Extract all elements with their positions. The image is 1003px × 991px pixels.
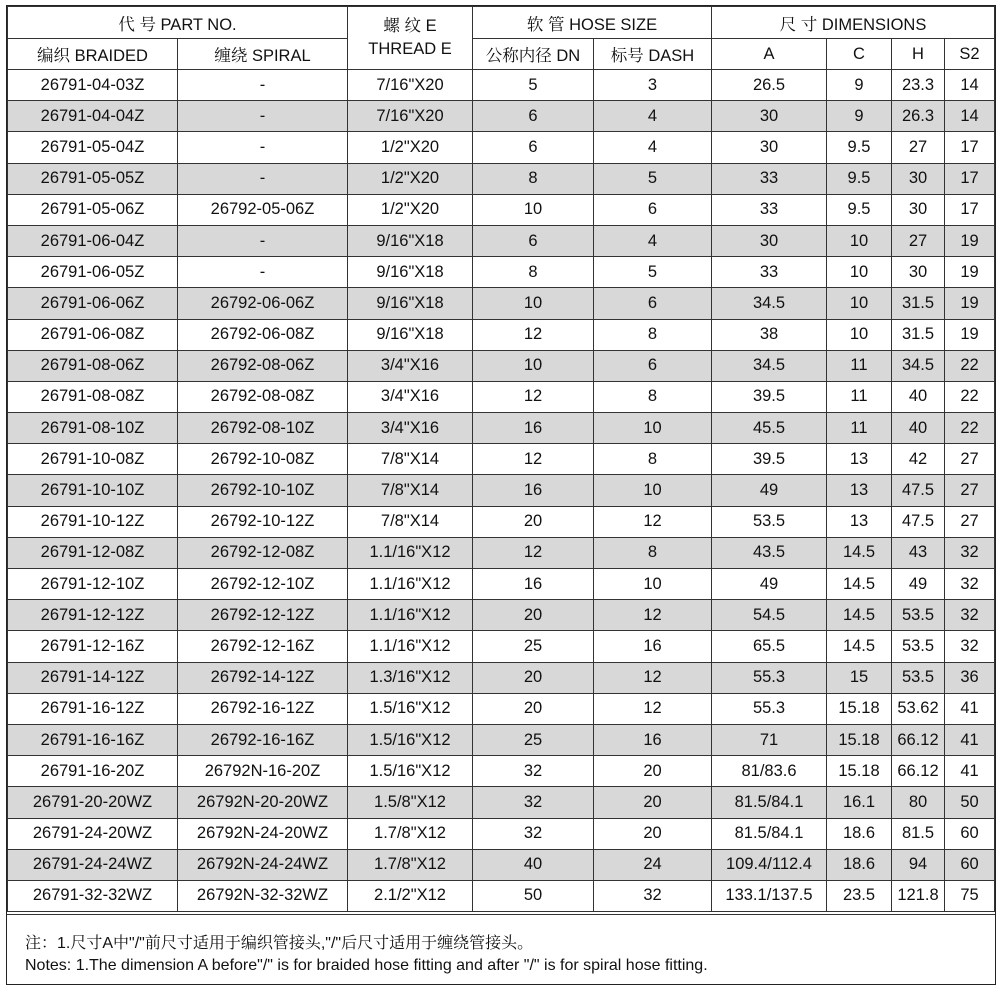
cell-braided-part-no: 26791-12-10Z bbox=[8, 569, 178, 600]
table-row bbox=[8, 225, 995, 256]
table-row bbox=[8, 787, 995, 818]
cell-spiral-part-no: 26792-16-12Z bbox=[178, 693, 348, 724]
cell-dim-c: 13 bbox=[827, 506, 892, 537]
cell-hose-dash: 4 bbox=[594, 132, 712, 163]
cell-hose-dn: 12 bbox=[473, 381, 594, 412]
cell-hose-dash: 5 bbox=[594, 257, 712, 288]
cell-dim-a: 65.5 bbox=[712, 631, 827, 662]
cell-hose-dash: 12 bbox=[594, 662, 712, 693]
table-row bbox=[8, 631, 995, 662]
cell-braided-part-no: 26791-05-06Z bbox=[8, 194, 178, 225]
cell-braided-part-no: 26791-06-08Z bbox=[8, 319, 178, 350]
cell-hose-dash: 12 bbox=[594, 600, 712, 631]
cell-dim-s2: 32 bbox=[945, 600, 995, 631]
cell-braided-part-no: 26791-16-20Z bbox=[8, 756, 178, 787]
table-row bbox=[8, 818, 995, 849]
table-row bbox=[8, 880, 995, 911]
cell-dim-c: 15.18 bbox=[827, 693, 892, 724]
cell-hose-dn: 8 bbox=[473, 257, 594, 288]
cell-spiral-part-no: 26792-12-16Z bbox=[178, 631, 348, 662]
cell-hose-dn: 6 bbox=[473, 132, 594, 163]
cell-thread: 1.3/16"X12 bbox=[348, 662, 473, 693]
cell-dim-a: 81.5/84.1 bbox=[712, 818, 827, 849]
notes bbox=[7, 914, 995, 984]
header-a: A bbox=[712, 39, 827, 70]
cell-dim-h: 30 bbox=[892, 163, 945, 194]
cell-dim-h: 49 bbox=[892, 569, 945, 600]
cell-dim-a: 53.5 bbox=[712, 506, 827, 537]
cell-braided-part-no: 26791-06-05Z bbox=[8, 257, 178, 288]
cell-spiral-part-no: 26792-08-08Z bbox=[178, 381, 348, 412]
cell-dim-h: 47.5 bbox=[892, 475, 945, 506]
cell-dim-a: 55.3 bbox=[712, 662, 827, 693]
cell-thread: 7/8"X14 bbox=[348, 475, 473, 506]
cell-dim-c: 14.5 bbox=[827, 600, 892, 631]
cell-dim-a: 81/83.6 bbox=[712, 756, 827, 787]
table-row bbox=[8, 257, 995, 288]
table-row bbox=[8, 537, 995, 568]
header-braided: 编织 BRAIDED bbox=[8, 39, 178, 70]
table-row bbox=[8, 194, 995, 225]
cell-dim-c: 11 bbox=[827, 350, 892, 381]
cell-braided-part-no: 26791-05-05Z bbox=[8, 163, 178, 194]
cell-dim-h: 121.8 bbox=[892, 880, 945, 911]
cell-hose-dn: 6 bbox=[473, 225, 594, 256]
cell-dim-s2: 14 bbox=[945, 101, 995, 132]
cell-hose-dash: 10 bbox=[594, 569, 712, 600]
table-row bbox=[8, 693, 995, 724]
cell-hose-dn: 10 bbox=[473, 194, 594, 225]
cell-dim-s2: 41 bbox=[945, 756, 995, 787]
cell-hose-dash: 4 bbox=[594, 225, 712, 256]
cell-hose-dn: 10 bbox=[473, 350, 594, 381]
cell-dim-c: 10 bbox=[827, 319, 892, 350]
table-row bbox=[8, 70, 995, 101]
cell-dim-s2: 41 bbox=[945, 724, 995, 755]
cell-dim-a: 109.4/112.4 bbox=[712, 849, 827, 880]
table-row bbox=[8, 413, 995, 444]
table-row bbox=[8, 724, 995, 755]
cell-thread: 1/2"X20 bbox=[348, 163, 473, 194]
cell-dim-h: 42 bbox=[892, 444, 945, 475]
cell-hose-dn: 20 bbox=[473, 693, 594, 724]
cell-dim-c: 10 bbox=[827, 225, 892, 256]
header-hose-size: 软 管 HOSE SIZE bbox=[473, 7, 712, 39]
cell-thread: 9/16"X18 bbox=[348, 319, 473, 350]
cell-dim-a: 39.5 bbox=[712, 444, 827, 475]
cell-braided-part-no: 26791-20-20WZ bbox=[8, 787, 178, 818]
cell-dim-s2: 14 bbox=[945, 70, 995, 101]
cell-thread: 3/4"X16 bbox=[348, 381, 473, 412]
cell-thread: 1.1/16"X12 bbox=[348, 631, 473, 662]
cell-braided-part-no: 26791-10-08Z bbox=[8, 444, 178, 475]
cell-thread: 9/16"X18 bbox=[348, 225, 473, 256]
table-row bbox=[8, 381, 995, 412]
cell-dim-a: 33 bbox=[712, 194, 827, 225]
cell-braided-part-no: 26791-12-12Z bbox=[8, 600, 178, 631]
table-row bbox=[8, 288, 995, 319]
cell-braided-part-no: 26791-04-04Z bbox=[8, 101, 178, 132]
cell-hose-dn: 16 bbox=[473, 569, 594, 600]
cell-spiral-part-no: 26792N-16-20Z bbox=[178, 756, 348, 787]
header-dimensions: 尺 寸 DIMENSIONS bbox=[712, 7, 995, 39]
cell-hose-dn: 16 bbox=[473, 413, 594, 444]
cell-spiral-part-no: 26792-12-08Z bbox=[178, 537, 348, 568]
cell-hose-dash: 16 bbox=[594, 724, 712, 755]
cell-thread: 1/2"X20 bbox=[348, 194, 473, 225]
cell-thread: 1.1/16"X12 bbox=[348, 600, 473, 631]
cell-thread: 9/16"X18 bbox=[348, 257, 473, 288]
cell-dim-s2: 19 bbox=[945, 257, 995, 288]
cell-hose-dash: 8 bbox=[594, 381, 712, 412]
cell-hose-dash: 16 bbox=[594, 631, 712, 662]
cell-dim-h: 23.3 bbox=[892, 70, 945, 101]
header-thread bbox=[348, 7, 473, 70]
cell-thread: 2.1/2"X12 bbox=[348, 880, 473, 911]
table-row bbox=[8, 600, 995, 631]
cell-hose-dn: 10 bbox=[473, 288, 594, 319]
cell-dim-s2: 32 bbox=[945, 537, 995, 568]
cell-braided-part-no: 26791-10-12Z bbox=[8, 506, 178, 537]
cell-hose-dn: 25 bbox=[473, 724, 594, 755]
cell-dim-s2: 19 bbox=[945, 288, 995, 319]
cell-braided-part-no: 26791-04-03Z bbox=[8, 70, 178, 101]
cell-dim-s2: 60 bbox=[945, 818, 995, 849]
table-row bbox=[8, 163, 995, 194]
cell-dim-a: 71 bbox=[712, 724, 827, 755]
cell-hose-dn: 20 bbox=[473, 600, 594, 631]
cell-dim-c: 14.5 bbox=[827, 537, 892, 568]
table-row bbox=[8, 319, 995, 350]
cell-dim-h: 53.5 bbox=[892, 600, 945, 631]
cell-dim-a: 54.5 bbox=[712, 600, 827, 631]
cell-thread: 7/8"X14 bbox=[348, 444, 473, 475]
cell-hose-dn: 5 bbox=[473, 70, 594, 101]
cell-dim-c: 23.5 bbox=[827, 880, 892, 911]
cell-dim-s2: 60 bbox=[945, 849, 995, 880]
cell-dim-h: 30 bbox=[892, 194, 945, 225]
cell-spiral-part-no: 26792N-24-20WZ bbox=[178, 818, 348, 849]
cell-dim-h: 47.5 bbox=[892, 506, 945, 537]
cell-dim-c: 18.6 bbox=[827, 849, 892, 880]
cell-hose-dn: 16 bbox=[473, 475, 594, 506]
header-h: H bbox=[892, 39, 945, 70]
cell-hose-dn: 32 bbox=[473, 787, 594, 818]
cell-hose-dn: 6 bbox=[473, 101, 594, 132]
cell-braided-part-no: 26791-12-08Z bbox=[8, 537, 178, 568]
cell-spiral-part-no: 26792-10-12Z bbox=[178, 506, 348, 537]
cell-braided-part-no: 26791-06-04Z bbox=[8, 225, 178, 256]
cell-dim-c: 16.1 bbox=[827, 787, 892, 818]
cell-dim-c: 15 bbox=[827, 662, 892, 693]
cell-dim-s2: 50 bbox=[945, 787, 995, 818]
header-part-no: 代 号 PART NO. bbox=[8, 7, 348, 39]
table-row bbox=[8, 569, 995, 600]
cell-dim-a: 26.5 bbox=[712, 70, 827, 101]
cell-dim-s2: 19 bbox=[945, 225, 995, 256]
cell-hose-dn: 12 bbox=[473, 537, 594, 568]
cell-dim-s2: 27 bbox=[945, 506, 995, 537]
cell-thread: 1.5/8"X12 bbox=[348, 787, 473, 818]
note-english: Notes: 1.The dimension A before"/" is for braided hose fitting and after "/" is for spiral hose fitting. bbox=[25, 957, 708, 974]
spec-sheet bbox=[6, 5, 996, 985]
cell-hose-dn: 25 bbox=[473, 631, 594, 662]
cell-spiral-part-no: 26792-12-12Z bbox=[178, 600, 348, 631]
cell-hose-dash: 5 bbox=[594, 163, 712, 194]
cell-thread: 1/2"X20 bbox=[348, 132, 473, 163]
cell-thread: 7/16"X20 bbox=[348, 70, 473, 101]
cell-hose-dash: 10 bbox=[594, 475, 712, 506]
header-thread-en: THREAD E bbox=[368, 40, 452, 58]
cell-dim-a: 34.5 bbox=[712, 350, 827, 381]
cell-dim-c: 9 bbox=[827, 101, 892, 132]
cell-dim-s2: 17 bbox=[945, 194, 995, 225]
cell-spiral-part-no: - bbox=[178, 70, 348, 101]
cell-spiral-part-no: 26792-06-08Z bbox=[178, 319, 348, 350]
cell-hose-dn: 12 bbox=[473, 319, 594, 350]
cell-dim-c: 11 bbox=[827, 413, 892, 444]
cell-spiral-part-no: - bbox=[178, 101, 348, 132]
cell-thread: 9/16"X18 bbox=[348, 288, 473, 319]
cell-dim-s2: 36 bbox=[945, 662, 995, 693]
cell-dim-h: 34.5 bbox=[892, 350, 945, 381]
cell-dim-h: 53.62 bbox=[892, 693, 945, 724]
cell-dim-a: 49 bbox=[712, 475, 827, 506]
cell-dim-s2: 32 bbox=[945, 631, 995, 662]
cell-braided-part-no: 26791-08-06Z bbox=[8, 350, 178, 381]
table-row bbox=[8, 350, 995, 381]
cell-dim-a: 39.5 bbox=[712, 381, 827, 412]
cell-dim-h: 66.12 bbox=[892, 724, 945, 755]
cell-dim-h: 81.5 bbox=[892, 818, 945, 849]
table-row bbox=[8, 662, 995, 693]
cell-spiral-part-no: 26792-08-10Z bbox=[178, 413, 348, 444]
cell-hose-dn: 40 bbox=[473, 849, 594, 880]
cell-dim-a: 30 bbox=[712, 225, 827, 256]
cell-braided-part-no: 26791-16-16Z bbox=[8, 724, 178, 755]
cell-dim-c: 9.5 bbox=[827, 194, 892, 225]
cell-dim-a: 55.3 bbox=[712, 693, 827, 724]
cell-dim-h: 27 bbox=[892, 132, 945, 163]
cell-dim-c: 14.5 bbox=[827, 631, 892, 662]
cell-braided-part-no: 26791-05-04Z bbox=[8, 132, 178, 163]
cell-spiral-part-no: 26792-06-06Z bbox=[178, 288, 348, 319]
cell-hose-dash: 6 bbox=[594, 194, 712, 225]
table-row bbox=[8, 444, 995, 475]
cell-dim-a: 133.1/137.5 bbox=[712, 880, 827, 911]
cell-dim-h: 40 bbox=[892, 381, 945, 412]
cell-thread: 3/4"X16 bbox=[348, 350, 473, 381]
cell-hose-dn: 32 bbox=[473, 818, 594, 849]
header-dash: 标号 DASH bbox=[594, 39, 712, 70]
cell-dim-a: 30 bbox=[712, 101, 827, 132]
cell-hose-dash: 24 bbox=[594, 849, 712, 880]
cell-hose-dn: 20 bbox=[473, 662, 594, 693]
cell-dim-h: 53.5 bbox=[892, 662, 945, 693]
cell-hose-dash: 8 bbox=[594, 444, 712, 475]
table-body bbox=[8, 70, 995, 912]
cell-hose-dn: 50 bbox=[473, 880, 594, 911]
cell-dim-h: 40 bbox=[892, 413, 945, 444]
cell-dim-c: 9.5 bbox=[827, 163, 892, 194]
cell-thread: 7/8"X14 bbox=[348, 506, 473, 537]
cell-hose-dash: 32 bbox=[594, 880, 712, 911]
cell-dim-h: 80 bbox=[892, 787, 945, 818]
cell-dim-s2: 27 bbox=[945, 444, 995, 475]
cell-braided-part-no: 26791-06-06Z bbox=[8, 288, 178, 319]
cell-hose-dn: 12 bbox=[473, 444, 594, 475]
table-row bbox=[8, 849, 995, 880]
cell-thread: 1.7/8"X12 bbox=[348, 849, 473, 880]
cell-spiral-part-no: - bbox=[178, 163, 348, 194]
cell-hose-dash: 20 bbox=[594, 756, 712, 787]
cell-dim-a: 33 bbox=[712, 257, 827, 288]
cell-thread: 1.5/16"X12 bbox=[348, 724, 473, 755]
cell-braided-part-no: 26791-12-16Z bbox=[8, 631, 178, 662]
cell-spiral-part-no: - bbox=[178, 257, 348, 288]
cell-spiral-part-no: 26792N-24-24WZ bbox=[178, 849, 348, 880]
cell-dim-a: 33 bbox=[712, 163, 827, 194]
cell-hose-dash: 20 bbox=[594, 818, 712, 849]
cell-spiral-part-no: 26792N-20-20WZ bbox=[178, 787, 348, 818]
cell-spiral-part-no: 26792-14-12Z bbox=[178, 662, 348, 693]
cell-thread: 1.1/16"X12 bbox=[348, 537, 473, 568]
cell-dim-h: 27 bbox=[892, 225, 945, 256]
cell-hose-dash: 6 bbox=[594, 350, 712, 381]
cell-dim-c: 13 bbox=[827, 444, 892, 475]
cell-dim-a: 49 bbox=[712, 569, 827, 600]
cell-braided-part-no: 26791-24-24WZ bbox=[8, 849, 178, 880]
cell-braided-part-no: 26791-24-20WZ bbox=[8, 818, 178, 849]
cell-braided-part-no: 26791-10-10Z bbox=[8, 475, 178, 506]
cell-dim-c: 14.5 bbox=[827, 569, 892, 600]
cell-dim-s2: 19 bbox=[945, 319, 995, 350]
cell-dim-a: 34.5 bbox=[712, 288, 827, 319]
cell-dim-a: 38 bbox=[712, 319, 827, 350]
cell-dim-s2: 22 bbox=[945, 350, 995, 381]
cell-thread: 1.1/16"X12 bbox=[348, 569, 473, 600]
cell-dim-s2: 17 bbox=[945, 132, 995, 163]
cell-hose-dn: 20 bbox=[473, 506, 594, 537]
note-chinese: 注：1.尺寸A中"/"前尺寸适用于编织管接头,"/"后尺寸适用于缠绕管接头。 bbox=[25, 935, 534, 952]
cell-spiral-part-no: 26792-05-06Z bbox=[178, 194, 348, 225]
header-spiral: 缠绕 SPIRAL bbox=[178, 39, 348, 70]
cell-dim-s2: 41 bbox=[945, 693, 995, 724]
cell-dim-c: 9.5 bbox=[827, 132, 892, 163]
cell-braided-part-no: 26791-16-12Z bbox=[8, 693, 178, 724]
cell-dim-s2: 22 bbox=[945, 381, 995, 412]
cell-dim-h: 53.5 bbox=[892, 631, 945, 662]
cell-dim-c: 13 bbox=[827, 475, 892, 506]
cell-hose-dash: 10 bbox=[594, 413, 712, 444]
cell-braided-part-no: 26791-08-10Z bbox=[8, 413, 178, 444]
cell-hose-dash: 20 bbox=[594, 787, 712, 818]
table-row bbox=[8, 132, 995, 163]
cell-dim-c: 15.18 bbox=[827, 724, 892, 755]
header-dn: 公称内径 DN bbox=[473, 39, 594, 70]
cell-dim-h: 94 bbox=[892, 849, 945, 880]
cell-dim-h: 31.5 bbox=[892, 319, 945, 350]
cell-dim-h: 26.3 bbox=[892, 101, 945, 132]
cell-hose-dn: 8 bbox=[473, 163, 594, 194]
cell-braided-part-no: 26791-32-32WZ bbox=[8, 880, 178, 911]
cell-dim-s2: 22 bbox=[945, 413, 995, 444]
cell-dim-s2: 32 bbox=[945, 569, 995, 600]
cell-dim-a: 43.5 bbox=[712, 537, 827, 568]
cell-dim-h: 66.12 bbox=[892, 756, 945, 787]
cell-spiral-part-no: 26792-16-16Z bbox=[178, 724, 348, 755]
cell-dim-h: 31.5 bbox=[892, 288, 945, 319]
header-s2: S2 bbox=[945, 39, 995, 70]
cell-spiral-part-no: 26792N-32-32WZ bbox=[178, 880, 348, 911]
cell-dim-c: 15.18 bbox=[827, 756, 892, 787]
table-row bbox=[8, 506, 995, 537]
cell-dim-a: 81.5/84.1 bbox=[712, 787, 827, 818]
table-row bbox=[8, 756, 995, 787]
cell-dim-c: 10 bbox=[827, 257, 892, 288]
cell-thread: 7/16"X20 bbox=[348, 101, 473, 132]
cell-hose-dash: 12 bbox=[594, 693, 712, 724]
cell-dim-h: 43 bbox=[892, 537, 945, 568]
cell-hose-dash: 6 bbox=[594, 288, 712, 319]
cell-dim-s2: 17 bbox=[945, 163, 995, 194]
cell-dim-a: 45.5 bbox=[712, 413, 827, 444]
cell-hose-dash: 3 bbox=[594, 70, 712, 101]
cell-spiral-part-no: 26792-10-08Z bbox=[178, 444, 348, 475]
cell-braided-part-no: 26791-08-08Z bbox=[8, 381, 178, 412]
cell-thread: 1.5/16"X12 bbox=[348, 756, 473, 787]
cell-dim-c: 11 bbox=[827, 381, 892, 412]
cell-dim-c: 10 bbox=[827, 288, 892, 319]
cell-dim-a: 30 bbox=[712, 132, 827, 163]
cell-hose-dash: 12 bbox=[594, 506, 712, 537]
cell-spiral-part-no: 26792-10-10Z bbox=[178, 475, 348, 506]
cell-hose-dash: 8 bbox=[594, 319, 712, 350]
cell-spiral-part-no: 26792-08-06Z bbox=[178, 350, 348, 381]
cell-thread: 1.7/8"X12 bbox=[348, 818, 473, 849]
table-row bbox=[8, 475, 995, 506]
cell-dim-s2: 27 bbox=[945, 475, 995, 506]
cell-thread: 3/4"X16 bbox=[348, 413, 473, 444]
cell-hose-dash: 4 bbox=[594, 101, 712, 132]
cell-spiral-part-no: - bbox=[178, 132, 348, 163]
cell-dim-s2: 75 bbox=[945, 880, 995, 911]
cell-braided-part-no: 26791-14-12Z bbox=[8, 662, 178, 693]
header-thread-cn: 螺 纹 E bbox=[383, 17, 437, 35]
cell-dim-c: 18.6 bbox=[827, 818, 892, 849]
cell-spiral-part-no: - bbox=[178, 225, 348, 256]
cell-spiral-part-no: 26792-12-10Z bbox=[178, 569, 348, 600]
cell-hose-dn: 32 bbox=[473, 756, 594, 787]
fitting-spec-table bbox=[7, 6, 995, 912]
cell-dim-c: 9 bbox=[827, 70, 892, 101]
cell-thread: 1.5/16"X12 bbox=[348, 693, 473, 724]
cell-dim-h: 30 bbox=[892, 257, 945, 288]
header-c: C bbox=[827, 39, 892, 70]
cell-hose-dash: 8 bbox=[594, 537, 712, 568]
table-row bbox=[8, 101, 995, 132]
